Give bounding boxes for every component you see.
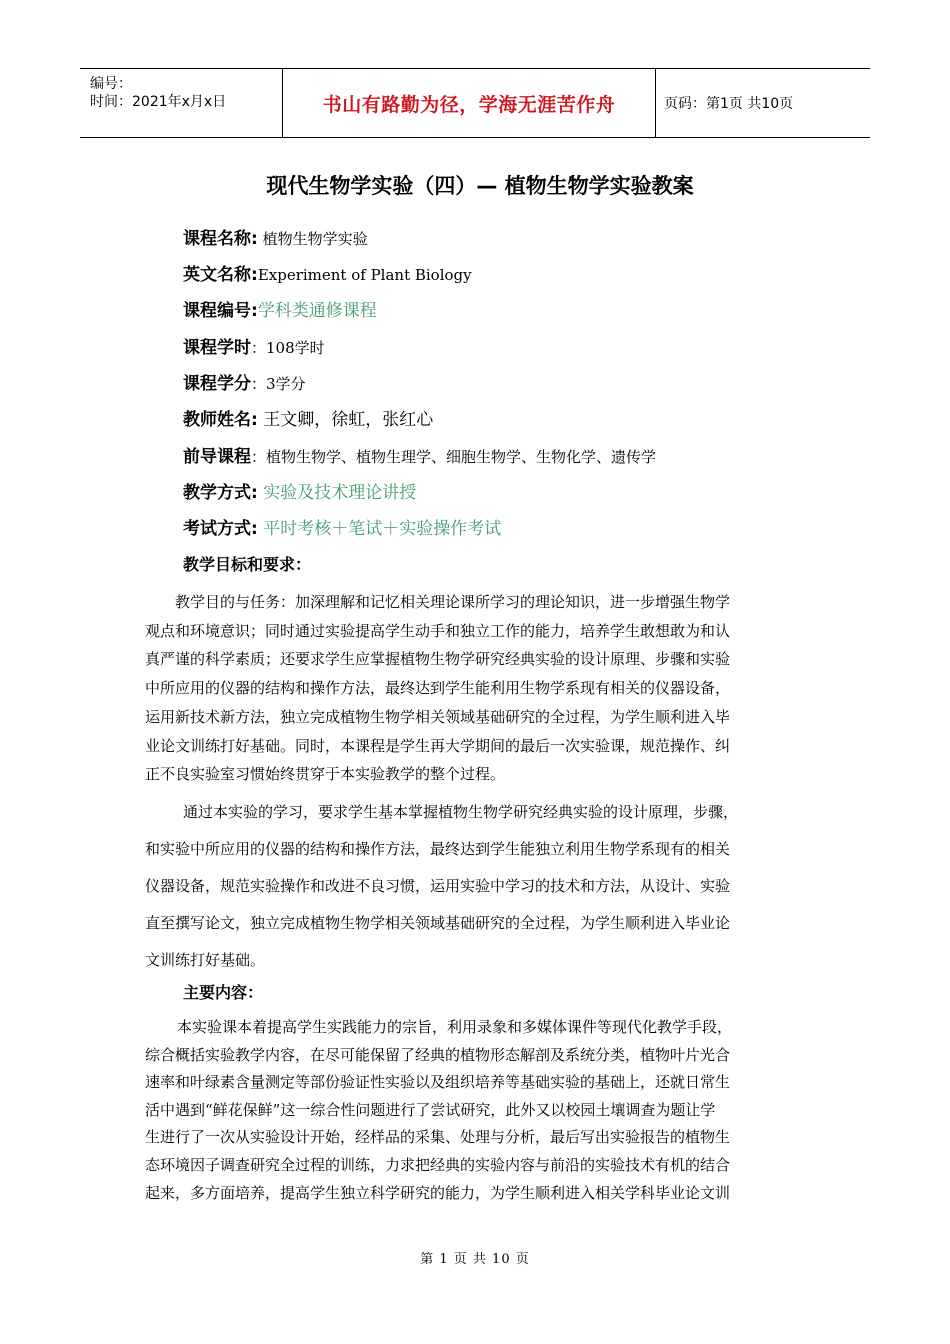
page-footer: 第 1 页 共 10 页 xyxy=(420,1252,530,1267)
field-english-name xyxy=(183,260,472,285)
field-teachers xyxy=(183,405,433,430)
field-value: 学科类通修课程 xyxy=(257,301,377,321)
field-teaching-method xyxy=(183,478,416,503)
field-value: ：植物生物学、植物生理学、细胞生物学、生物化学、遗传学 xyxy=(251,448,657,466)
paragraph-line: 速率和叶绿素含量测定等部份验证性实验以及组织培养等基础实验的基础上，还就日常生 xyxy=(145,1073,731,1092)
field-label: 课程编号: xyxy=(183,301,258,321)
field-value: 平时考核＋笔试＋实验操作考试 xyxy=(257,519,502,539)
section-heading-content: 主要内容： xyxy=(183,983,264,1002)
section-heading-goals: 教学目标和要求： xyxy=(183,555,312,574)
paragraph-line: 直至撰写论文，独立完成植物生物学相关领域基础研究的全过程，为学生顺利进入毕业论 xyxy=(145,914,731,932)
field-label: 课程名称: xyxy=(183,229,258,249)
goals-paragraph-1 xyxy=(145,588,807,789)
paragraph-line: 教学目的与任务：加深理解和记忆相关理论课所学习的理论知识，进一步增强生物学 xyxy=(175,593,731,611)
field-course-credits xyxy=(183,369,306,394)
paragraph-line: 运用新技术新方法，独立完成植物生物学相关领域基础研究的全过程，为学生顺利进入毕 xyxy=(145,707,731,726)
field-label: 考试方式: xyxy=(183,519,258,539)
field-course-hours xyxy=(183,333,325,358)
field-value: 实验及技术理论讲授 xyxy=(257,483,417,503)
field-label: 前导课程 xyxy=(183,447,251,467)
paragraph-line: 本实验课本着提高学生实践能力的宗旨，利用录象和多媒体课件等现代化教学手段， xyxy=(177,1018,733,1036)
document-title: 现代生物学实验（四）— 植物生物学实验教案 xyxy=(266,174,694,198)
paragraph-line: 通过本实验的学习，要求学生基本掌握植物生物学研究经典实验的设计原理，步骤， xyxy=(183,803,739,821)
paragraph-line: 业论文训练打好基础。同时，本课程是学生再大学期间的最后一次实验课，规范操作、纠 xyxy=(145,736,731,755)
field-label: 教学方式: xyxy=(183,483,258,503)
field-course-name xyxy=(183,224,368,249)
field-value: ：3学分 xyxy=(251,375,306,393)
goals-paragraph-2 xyxy=(145,794,807,979)
header-page-info: 页码：第1页 共10页 xyxy=(664,96,794,112)
content-paragraph xyxy=(145,1014,807,1207)
field-course-code xyxy=(183,296,377,321)
header-motto-cell xyxy=(283,69,656,137)
field-value: ：108学时 xyxy=(251,339,325,357)
field-exam-method xyxy=(183,514,501,539)
paragraph-line: 生进行了一次从实验设计开始，经样品的采集、处理与分析，最后写出实验报告的植物生 xyxy=(145,1128,731,1147)
field-label: 课程学分 xyxy=(183,374,251,394)
paragraph-line: 中所应用的仪器的结构和操作方法，最终达到学生能利用生物学系现有相关的仪器设备， xyxy=(145,679,731,698)
header-motto: 书山有路勤为径，学海无涯苦作舟 xyxy=(322,93,616,116)
field-value: 王文卿，徐虹，张红心 xyxy=(257,410,434,430)
paragraph-line: 态环境因子调查研究全过程的训练，力求把经典的实验内容与前沿的实验技术有机的结合 xyxy=(145,1155,731,1174)
paragraph-line: 正不良实验室习惯始终贯穿于本实验教学的整个过程。 xyxy=(145,765,506,784)
paragraph-line: 活中遇到“鲜花保鲜”这一综合性问题进行了尝试研究，此外又以校园土壤调查为题让学 xyxy=(145,1100,716,1119)
header-table xyxy=(80,68,870,138)
paragraph-line: 真严谨的科学素质；还要求学生应掌握植物生物学研究经典实验的设计原理、步骤和实验 xyxy=(145,650,731,669)
field-label: 教师姓名: xyxy=(183,410,258,430)
field-value: 植物生物学实验 xyxy=(257,230,368,248)
field-label: 英文名称: xyxy=(183,265,258,285)
document-number-label: 编号： xyxy=(90,76,132,92)
document-time-label: 时间：2021年x月x日 xyxy=(90,94,227,110)
paragraph-line: 起来，多方面培养，提高学生独立科学研究的能力，为学生顺利进入相关学科毕业论文训 xyxy=(145,1183,731,1202)
paragraph-line: 文训练打好基础。 xyxy=(145,951,266,969)
field-prerequisites xyxy=(183,442,656,467)
paragraph-line: 仪器设备，规范实验操作和改进不良习惯，运用实验中学习的技术和方法，从设计、实验 xyxy=(145,877,731,895)
field-value: Experiment of Plant Biology xyxy=(257,266,472,284)
paragraph-line: 和实验中所应用的仪器的结构和操作方法，最终达到学生能独立利用生物学系现有的相关 xyxy=(145,840,731,858)
paragraph-line: 综合概括实验教学内容，在尽可能保留了经典的植物形态解剖及系统分类，植物叶片光合 xyxy=(145,1045,731,1064)
field-label: 课程学时 xyxy=(183,338,251,358)
header-left-cell xyxy=(80,69,283,137)
header-page-cell xyxy=(656,69,870,137)
paragraph-line: 观点和环境意识；同时通过实验提高学生动手和独立工作的能力，培养学生敢想敢为和认 xyxy=(145,621,731,640)
